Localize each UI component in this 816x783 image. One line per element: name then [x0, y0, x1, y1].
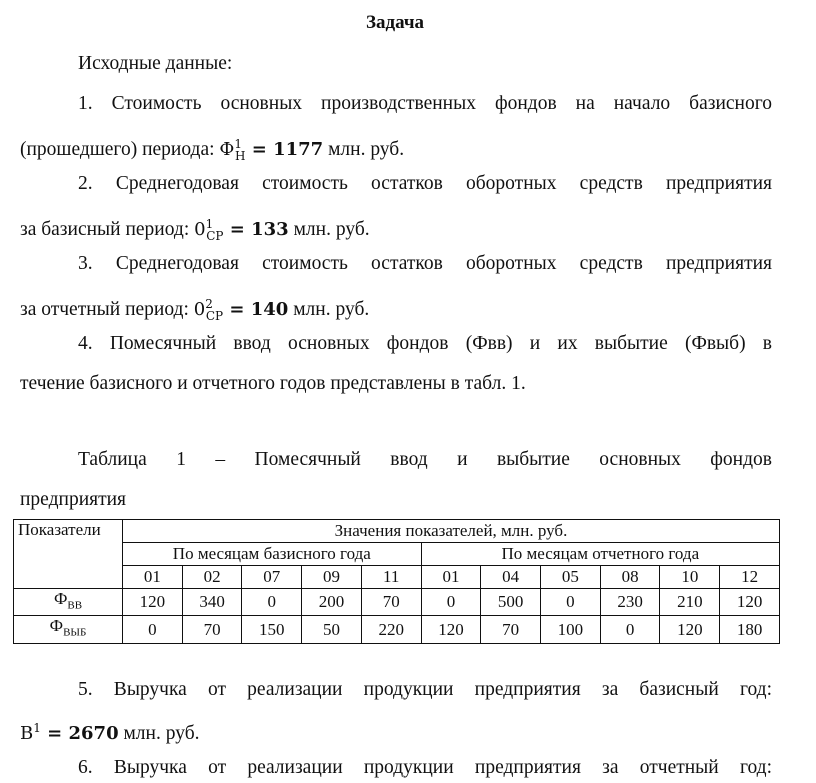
- item-2-prefix: за базисный период:: [20, 219, 195, 240]
- table-cell: 70: [361, 589, 421, 616]
- table-report-year-header: По месяцам отчетного года: [421, 543, 779, 566]
- table-cell: 70: [481, 616, 541, 643]
- item-5-line-2: [20, 716, 772, 746]
- table-caption-line-1: Таблица 1 – Помесячный ввод и выбытие основных фондов: [78, 449, 772, 470]
- table-cell: 230: [600, 589, 660, 616]
- month-cell: 12: [720, 566, 780, 589]
- table-cell: 0: [123, 616, 183, 643]
- table-cell: 0: [541, 589, 601, 616]
- item-3-line-2: [20, 292, 772, 328]
- formula-working-capital-base: $0^1_{СР} = 133$: [194, 217, 289, 243]
- table-cell: 70: [182, 616, 242, 643]
- item-1-prefix: (прошедшего) периода:: [20, 139, 220, 160]
- item-4-line-1: 4. Помесячный ввод основных фондов (Фвв) и их выбытие (Фвыб) в: [78, 333, 772, 354]
- formula-revenue-base: $В^1 = 2670$: [20, 721, 119, 744]
- table-cell: 50: [302, 616, 362, 643]
- month-cell: 11: [361, 566, 421, 589]
- item-1-unit: млн. руб.: [323, 139, 405, 160]
- table-cell: 500: [481, 589, 541, 616]
- table-corner-header: Показатели: [14, 520, 123, 589]
- formula-working-capital-report: $0^2_{СР} = 140$: [193, 297, 289, 323]
- item-5-unit: млн. руб.: [118, 723, 200, 744]
- month-cell: 10: [660, 566, 720, 589]
- month-cell: 04: [481, 566, 541, 589]
- table-group-header: Значения показателей, млн. руб.: [123, 520, 780, 543]
- item-6-line-1: 6. Выручка от реализации продукции предприятия за отчетный год:: [78, 757, 772, 778]
- month-cell: 01: [421, 566, 481, 589]
- table-cell: 150: [242, 616, 302, 643]
- document-title: Задача: [365, 12, 425, 33]
- month-cell: 01: [123, 566, 183, 589]
- table-base-year-header: По месяцам базисного года: [123, 543, 422, 566]
- item-5-line-1: 5. Выручка от реализации продукции предприятия за базисный год:: [78, 679, 772, 700]
- table-cell: 120: [421, 616, 481, 643]
- table-cell: 100: [541, 616, 601, 643]
- item-3-prefix: за отчетный период:: [20, 299, 194, 320]
- item-2-unit: млн. руб.: [288, 219, 370, 240]
- item-4-line-2: течение базисного и отчетного годов представлены в табл. 1.: [20, 373, 526, 394]
- month-cell: 02: [182, 566, 242, 589]
- item-3-line-1: 3. Среднегодовая стоимость остатков оборотных средств предприятия: [78, 253, 772, 274]
- table-cell: 220: [361, 616, 421, 643]
- item-1-line-1: 1. Стоимость основных производственных фондов на начало базисного: [78, 93, 772, 114]
- item-2-line-1: 2. Среднегодовая стоимость остатков оборотных средств предприятия: [78, 173, 772, 194]
- month-cell: 07: [242, 566, 302, 589]
- table-months-row: [14, 566, 780, 589]
- month-cell: 08: [600, 566, 660, 589]
- table-cell: 120: [660, 616, 720, 643]
- table-cell: 0: [242, 589, 302, 616]
- fixed-assets-table: [13, 519, 780, 644]
- formula-fixed-assets-start: $Ф^1_Н = 1177$: [219, 137, 324, 163]
- month-cell: 09: [302, 566, 362, 589]
- table-cell: 200: [302, 589, 362, 616]
- table-cell: 120: [720, 589, 780, 616]
- row-label-input: $Ф_{ВВ}$: [14, 589, 123, 616]
- item-3-unit: млн. руб.: [288, 299, 370, 320]
- table-row: [14, 589, 780, 616]
- month-cell: 05: [541, 566, 601, 589]
- table-cell: 210: [660, 589, 720, 616]
- table-cell: 0: [421, 589, 481, 616]
- item-2-line-2: [20, 212, 772, 248]
- table-cell: 180: [720, 616, 780, 643]
- table-cell: 120: [123, 589, 183, 616]
- intro-text: Исходные данные:: [78, 53, 233, 74]
- table-row: [14, 616, 780, 643]
- table-cell: 0: [600, 616, 660, 643]
- table-cell: 340: [182, 589, 242, 616]
- item-1-line-2: [20, 132, 772, 168]
- table-caption-line-2: предприятия: [20, 489, 127, 510]
- row-label-disposal: $Ф_{ВЫБ}$: [14, 616, 123, 643]
